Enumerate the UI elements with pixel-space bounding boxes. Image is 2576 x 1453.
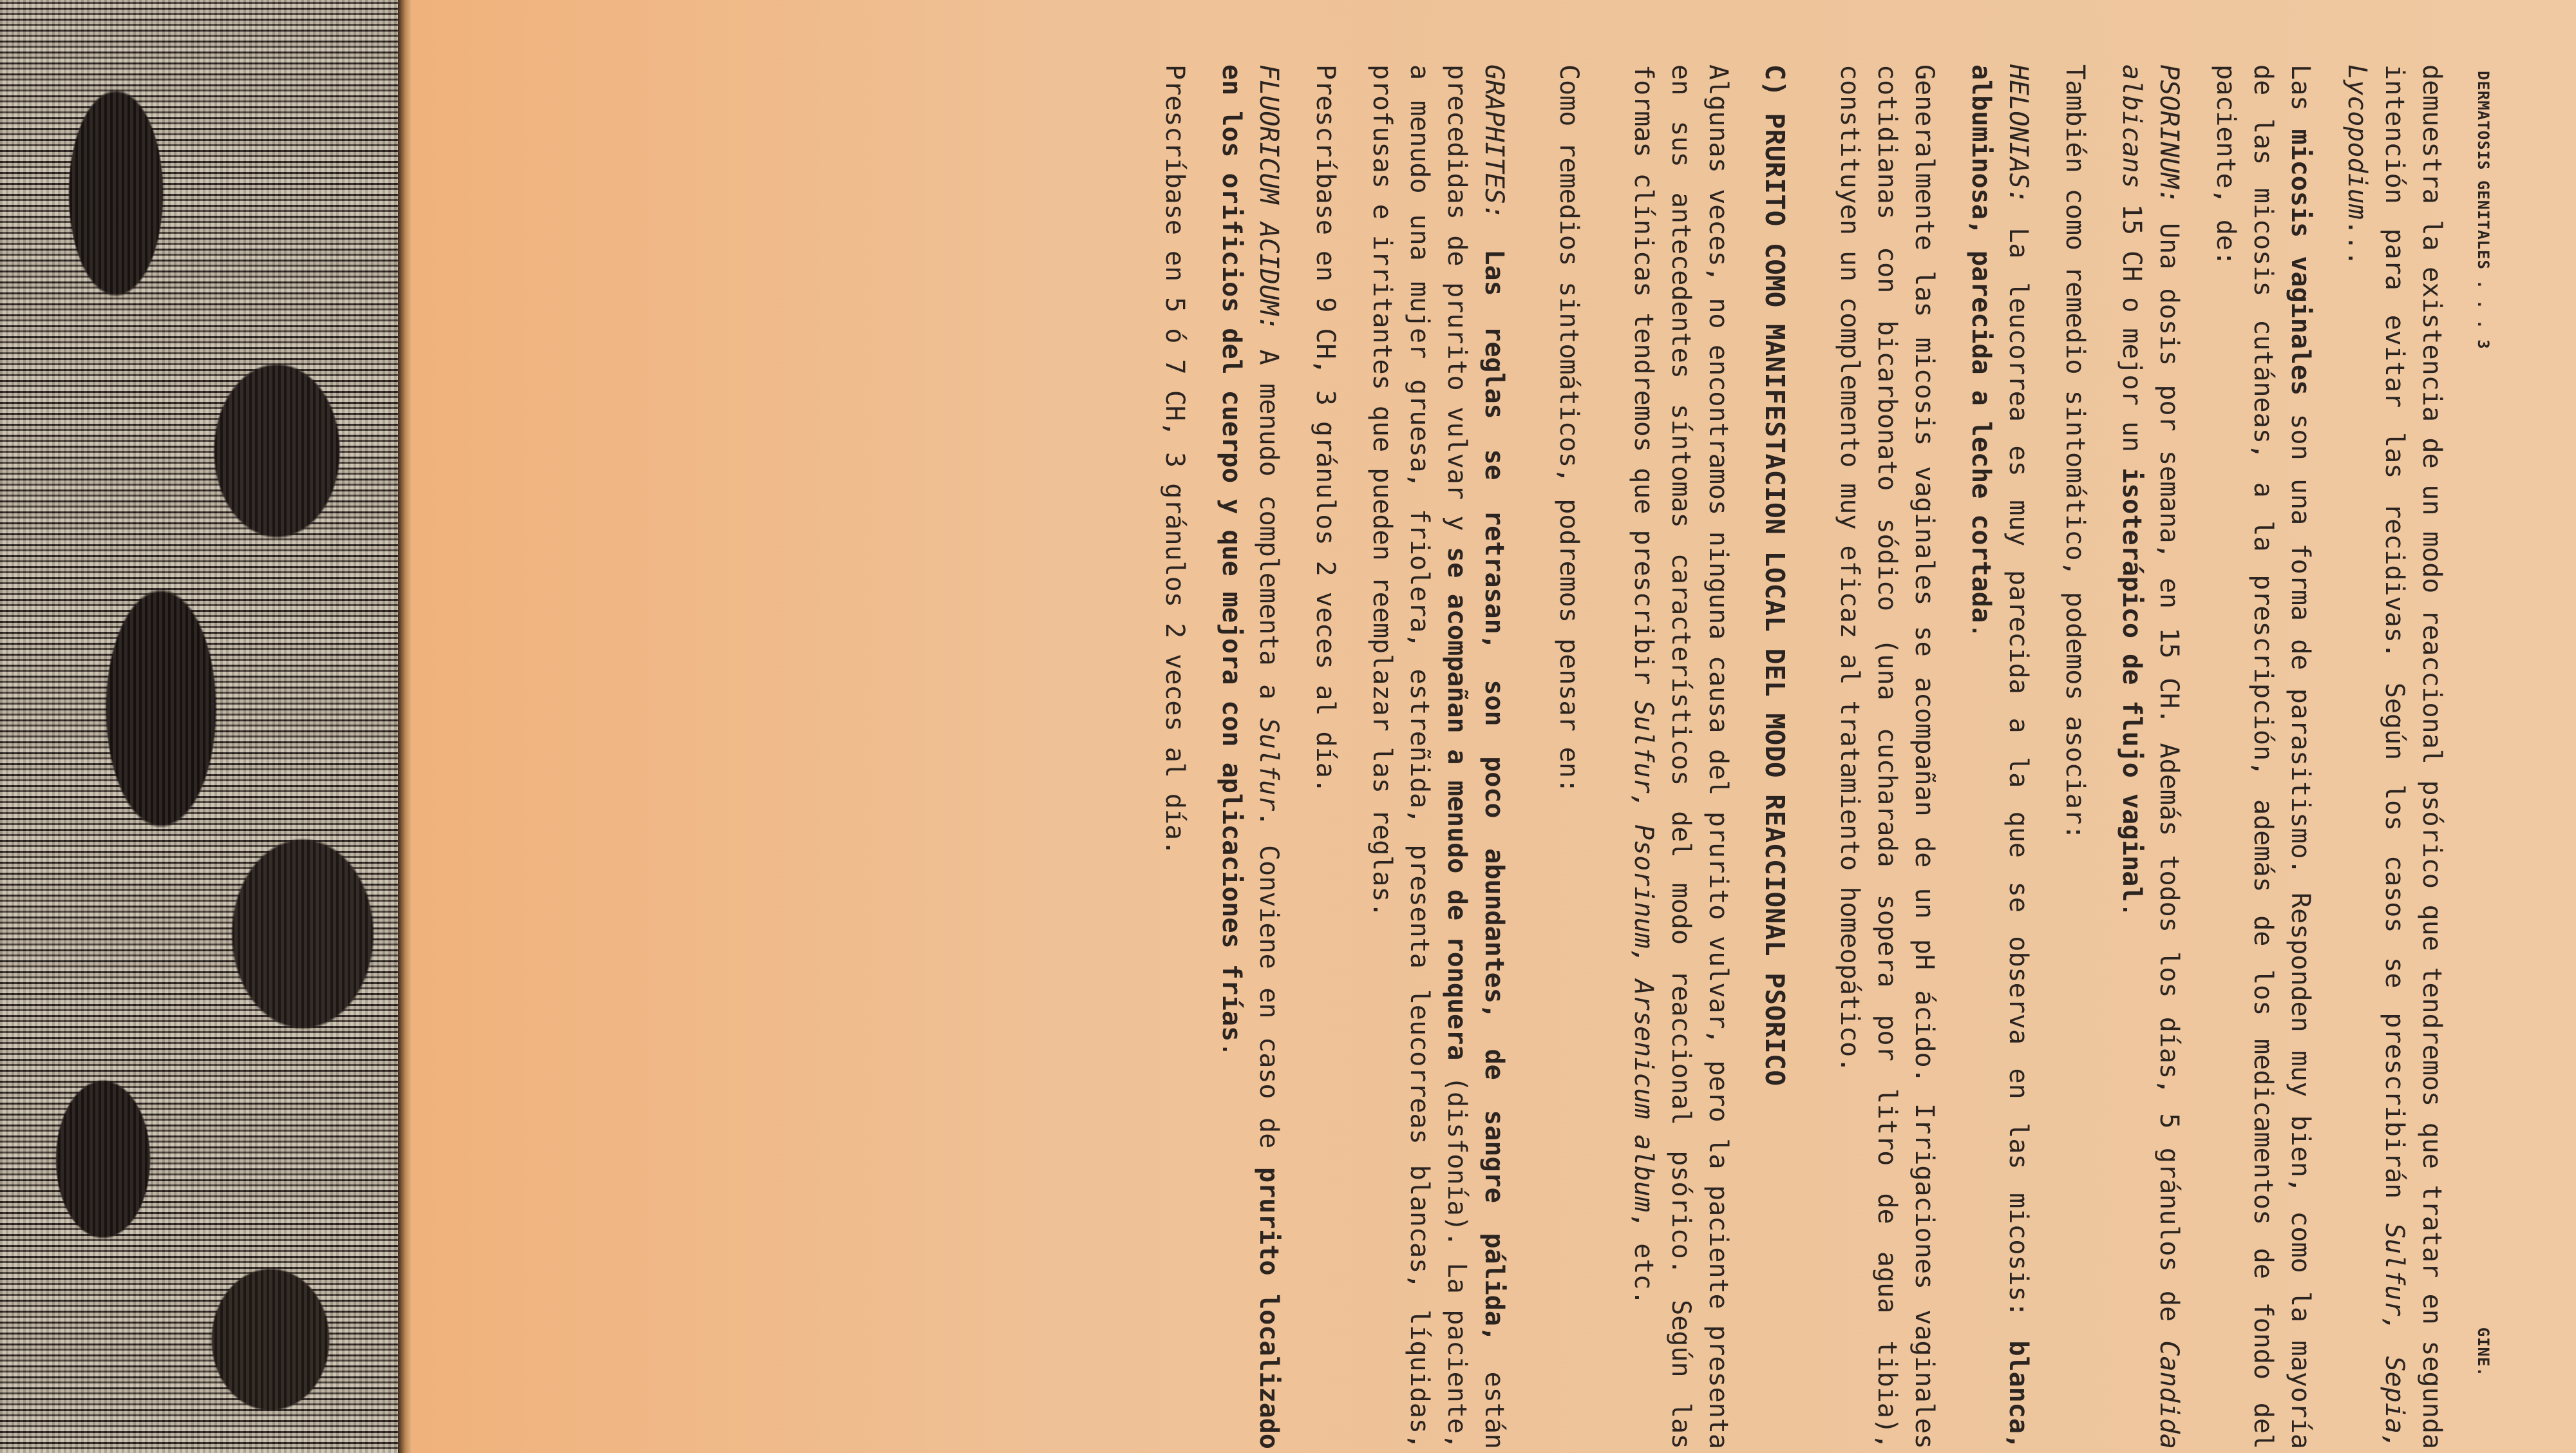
paragraph-text: Las <box>2286 64 2315 129</box>
remedy-names: Sulfur, Psorinum, Arsenicum album <box>1629 700 1658 1213</box>
paragraph <box>2207 64 2319 1449</box>
document-page <box>412 0 2576 1453</box>
page-header <box>2474 0 2576 1453</box>
remedy-label: PSORINUM: <box>2154 64 2184 204</box>
remedy-names: Sulfur, Sepia, Lycopodium <box>2342 64 2409 1449</box>
remedy-label: FLUORICUM ACIDUM: <box>1254 64 1283 331</box>
paragraph-text: son una forma de parasitismo. Responden muy bien, como la mayoría de las micosis cutáneas, a la prescripción, además de los medicamentos de fondo del paciente, de: <box>2211 64 2315 1449</box>
emphasis-text: prurito localizado en los orificios del cuerpo y que mejora con aplicaciones frías <box>1217 64 1283 1449</box>
paragraph-text: . <box>1217 1041 1246 1058</box>
paragraph-text: Una dosis por semana, en 15 CH. Además todos los días, 5 gránulos de <box>2154 204 2184 1341</box>
paragraph-text: A menudo complementa a <box>1254 330 1283 718</box>
emphasis-text: isoterápico de flujo vaginal <box>2117 468 2146 902</box>
paragraph: También como remedio sintomático, podemos asociar: <box>2060 64 2090 840</box>
paragraph-text: . <box>2117 902 2146 918</box>
paragraph-text: . <box>1966 622 1996 639</box>
running-header-right: GINE. <box>2474 1327 2492 1377</box>
paragraph-text: . Conviene en caso de <box>1254 811 1283 1167</box>
paragraph-text: 15 CH o mejor un <box>2117 188 2146 468</box>
paragraph-text: Algunas veces, no encontramos ninguna causa del prurito vulvar, pero la paciente presenta en sus antecedentes síntomas característicos del modo reaccional psórico. Según las formas clínicas tendremos que prescribir <box>1629 64 1733 1449</box>
paragraph-text: demuestra la existencia de un modo reaccional psórico que tendremos que tratar en segunda intención para evitar las recidivas. Según los casos se prescribirán <box>2380 64 2447 1449</box>
paragraph-text: ... <box>2342 219 2372 267</box>
background-fabric <box>0 0 407 1453</box>
paragraph-text: están precedidas de prurito vulvar y <box>1442 64 1509 1449</box>
paragraph: Prescríbase en 5 ó 7 CH, 3 gránulos 2 veces al día. <box>1160 64 1189 856</box>
paragraph-text: La leucorrea es muy parecida a la que se observa en las micosis: <box>2003 204 2033 1341</box>
paragraph-text: , etc. <box>1629 1212 1658 1306</box>
running-header: DERMATOSIS GENITALES . . . 3 <box>2474 71 2492 350</box>
section-heading: C) PRURITO COMO MANIFESTACION LOCAL DEL MODO REACCIONAL PSORICO <box>1759 64 1790 1087</box>
remedy-label: HELONIAS: <box>2003 64 2033 204</box>
page-body <box>1156 64 2450 1449</box>
paragraph-text: (disfonía). La paciente, a menudo una mujer gruesa, friolera, estreñida, presenta leucorreas blancas, líquidas, profusas e irritantes que pueden reemplazar las reglas. <box>1367 64 1472 1449</box>
paragraph <box>2113 64 2188 1449</box>
emphasis-text: se acompañan a menudo de ronquera <box>1442 547 1472 1061</box>
emphasis-text: blanca, albuminosa, parecida a leche cortada <box>1966 64 2033 1449</box>
paragraph <box>1363 64 1513 1449</box>
emphasis-text: micosis vaginales <box>2286 129 2315 396</box>
paragraph: Como remedios sintomáticos, podremos pensar en: <box>1554 64 1584 793</box>
remedy-names: Sulfur <box>1254 717 1283 812</box>
paragraph <box>2338 64 2450 1449</box>
emphasis-text: Las reglas se retrasan, son poco abundantes, de sangre pálida, <box>1479 219 1509 1342</box>
paragraph <box>1625 64 1737 1449</box>
paragraph <box>1962 64 2037 1449</box>
paragraph: Generalmente las micosis vaginales se acompañan de un pH ácido. Irrigaciones vaginales cotidianas con bicarbonato sódico (una cucharada sopera por litro de agua tibia), constituyen un complemento muy eficaz al tratamiento homeopático. <box>1835 64 1939 1449</box>
remedy-label: GRAPHITES: <box>1479 64 1509 220</box>
paragraph: Prescríbase en 9 CH, 3 gránulos 2 veces al día. <box>1311 64 1340 793</box>
page-edge <box>398 0 412 1453</box>
remedy-names: Candida albicans <box>2117 64 2184 1449</box>
paragraph <box>1213 64 1287 1449</box>
